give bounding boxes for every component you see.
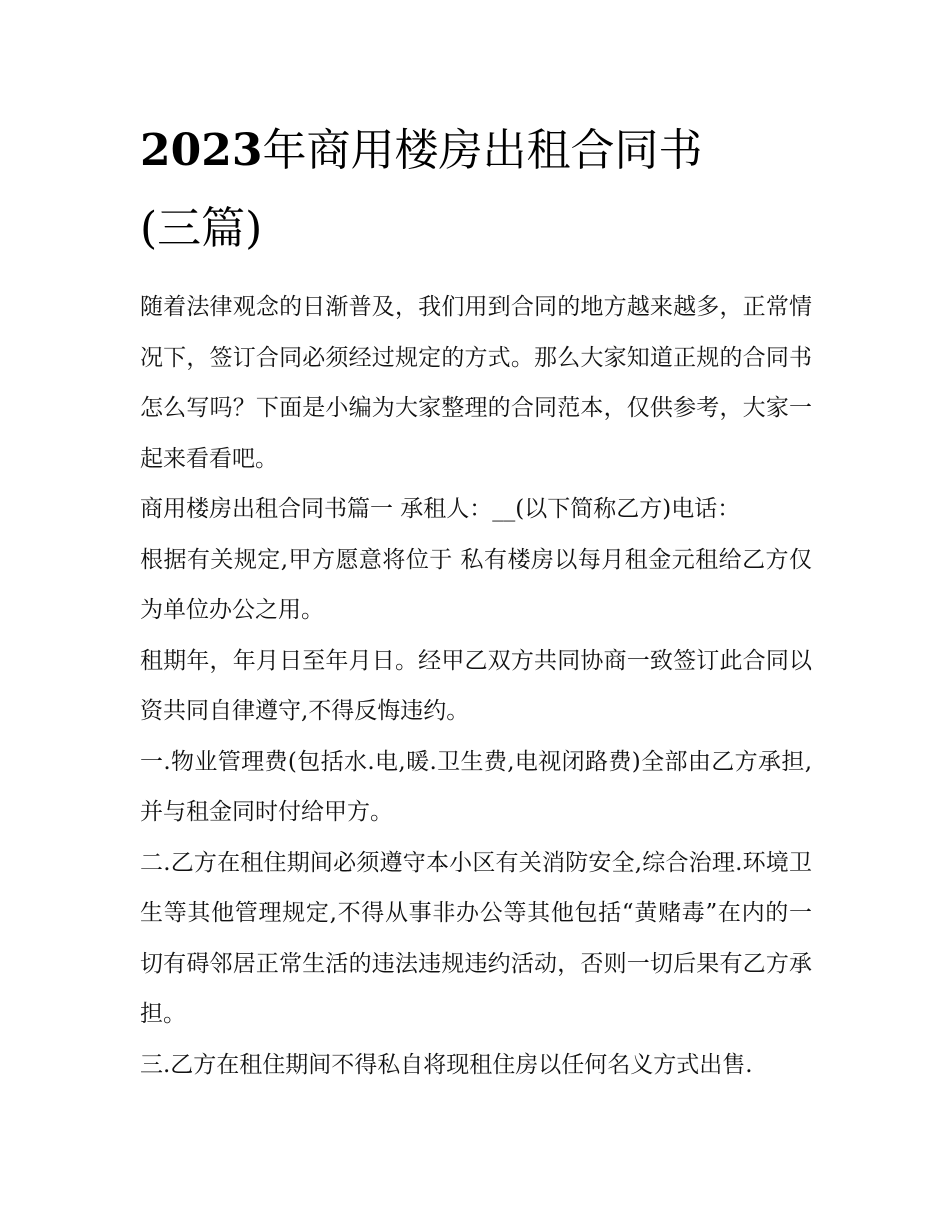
- clause-3-paragraph: 三.乙方在租住期间不得私自将现租住房以任何名义方式出售.: [140, 1051, 753, 1078]
- title-line-1: [140, 112, 812, 190]
- document-body: [140, 282, 812, 1090]
- document-page: [140, 112, 812, 1090]
- title-text: 年商用楼房出租合同书: [262, 125, 703, 176]
- lease-period-paragraph: 租期年，年月日至年月日。经甲乙双方共同协商一致签订此合同以资共同自律遵守,不得反悔违约。: [140, 647, 812, 724]
- title-year: 2023: [140, 125, 263, 176]
- document-title: [140, 112, 812, 268]
- lease-terms-paragraph: 根据有关规定,甲方愿意将位于 私有楼房以每月租金元租给乙方仅为单位办公之用。: [140, 546, 812, 623]
- clause-2-paragraph: 二.乙方在租住期间必须遵守本小区有关消防安全,综合治理.环境卫生等其他管理规定,不得从事非办公等其他包括“黄赌毒”在内的一切有碍邻居正常生活的违法违规违约活动，否则一切后果有乙方承担。: [140, 849, 812, 1027]
- contract-heading-paragraph: 商用楼房出租合同书篇一 承租人：__(以下简称乙方)电话：: [140, 496, 741, 522]
- title-line-2: (三篇): [140, 203, 263, 254]
- clause-1-paragraph: 一.物业管理费(包括水.电,暖.卫生费,电视闭路费)全部由乙方承担,并与租金同时付给甲方。: [140, 748, 812, 825]
- intro-paragraph: 随着法律观念的日渐普及，我们用到合同的地方越来越多，正常情况下，签订合同必须经过规定的方式。那么大家知道正规的合同书怎么写吗？下面是小编为大家整理的合同范本，仅供参考，大家一起来看看吧。: [140, 294, 812, 472]
